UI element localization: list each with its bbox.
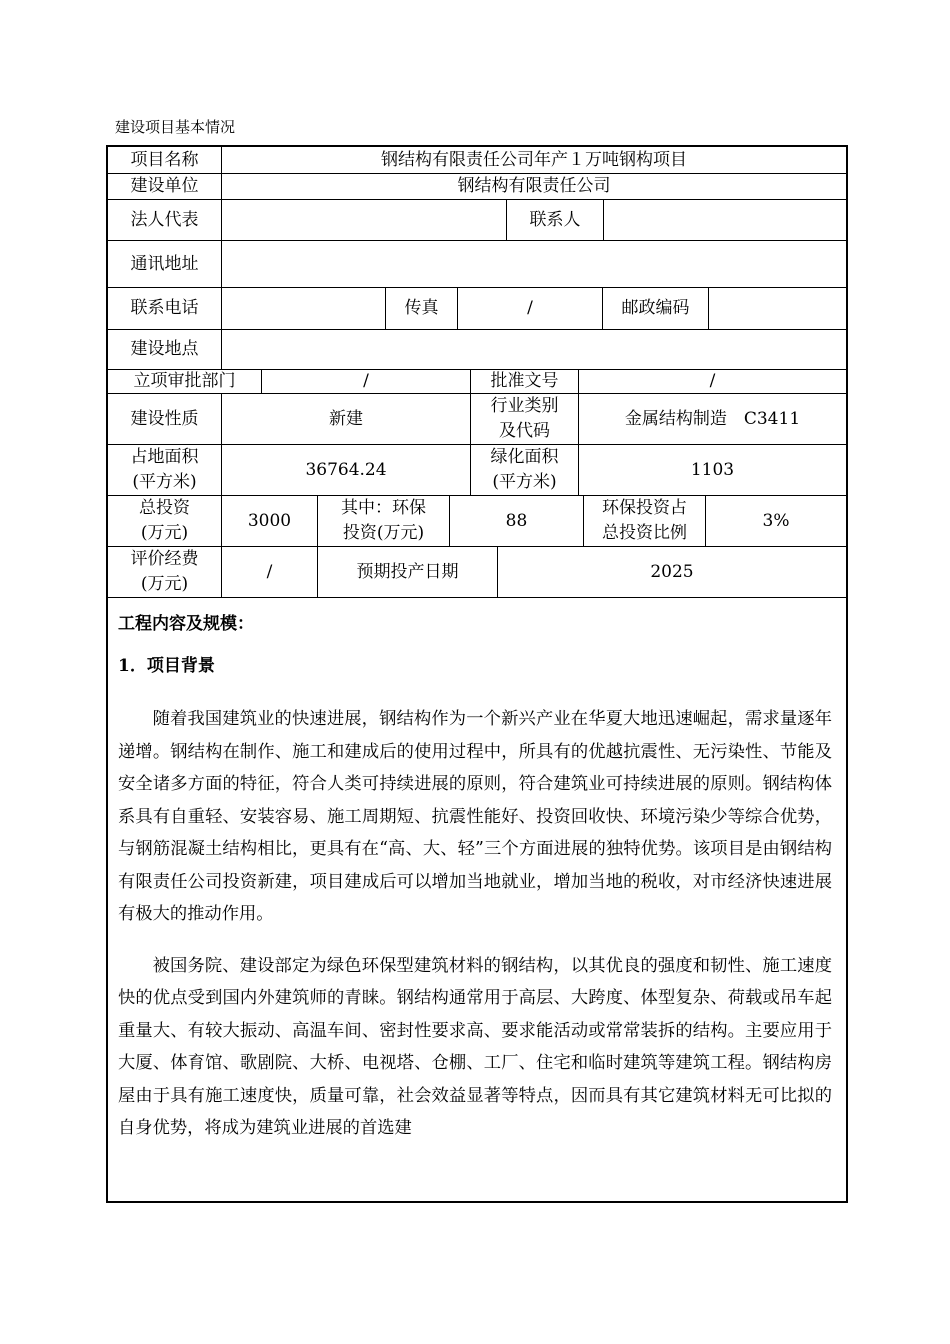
land-area-value: 36764.24 <box>222 445 471 496</box>
form-caption: 建设项目基本情况 <box>115 118 236 136</box>
address-value <box>222 241 846 288</box>
env-ratio-label-line1: 环保投资占 <box>602 498 687 518</box>
section-heading: 工程内容及规模： <box>118 614 254 634</box>
industry-value: 金属结构制造 C3411 <box>579 394 846 445</box>
approval-dept-value: / <box>262 370 471 394</box>
site-label: 建设地点 <box>108 330 222 370</box>
builder-value: 钢结构有限责任公司 <box>222 174 846 200</box>
builder-label: 建设单位 <box>108 174 222 200</box>
legal-rep-value <box>222 200 507 241</box>
contact-value <box>604 200 846 241</box>
paragraph-background: 随着我国建筑业的快速进展，钢结构作为一个新兴产业在华夏大地迅速崛起，需求量逐年递增。钢结构在制作、施工和建成后的使用过程中，所具有的优越抗震性、无污染性、节能及安全诸多方面的特征，符合人类可持续进展的原则，符合建筑业可持续进展的原则。钢结构体系具有自重轻、安装容易、施工周期短、抗震性能好、投资回收快、环境污染少等综合优势，与钢筋混凝土结构相比，更具有在“高、大、轻”三个方面进展的独特优势。该项目是由钢结构有限责任公司投资新建，项目建成后可以增加当地就业，增加当地的税收，对市经济快速进展有极大的推动作用。 <box>118 709 832 924</box>
env-invest-value: 88 <box>450 496 584 547</box>
env-invest-label-line2: 投资(万元) <box>342 523 425 543</box>
env-ratio-value: 3% <box>706 496 846 547</box>
env-invest-label-line1: 其中：环保 <box>341 498 426 518</box>
project-name-label: 项目名称 <box>108 147 222 174</box>
eval-fee-label <box>108 547 222 598</box>
address-label: 通讯地址 <box>108 241 222 288</box>
industry-label <box>471 394 579 445</box>
industry-label-line2: 及代码 <box>499 421 550 441</box>
investment-label-line1: 总投资 <box>139 498 190 518</box>
env-invest-label <box>318 496 450 547</box>
project-content-section <box>108 599 846 1145</box>
green-area-value: 1103 <box>579 445 846 496</box>
land-area-label-line1: 占地面积 <box>130 447 199 467</box>
operation-date-value: 2025 <box>498 547 846 598</box>
contact-label: 联系人 <box>507 200 604 241</box>
green-area-label-line1: 绿化面积 <box>490 447 559 467</box>
section-subheading: 1．项目背景 <box>118 656 215 676</box>
investment-label-line2: (万元) <box>140 523 189 543</box>
env-ratio-label-line2: 总投资比例 <box>602 523 687 543</box>
land-area-label-line2: (平方米) <box>132 472 197 492</box>
green-area-label-line2: (平方米) <box>492 472 557 492</box>
investment-value: 3000 <box>222 496 318 547</box>
industry-label-line1: 行业类别 <box>490 396 559 416</box>
env-ratio-label <box>584 496 706 547</box>
paragraph-steel-usage: 被国务院、建设部定为绿色环保型建筑材料的钢结构，以其优良的强度和韧性、施工速度快的优点受到国内外建筑师的青睐。钢结构通常用于高层、大跨度、体型复杂、荷载或吊车起重量大、有较大振动、高温车间、密封性要求高、要求能活动或常常装拆的结构。主要应用于大厦、体育馆、歌剧院、大桥、电视塔、仓棚、工厂、住宅和临时建筑等建筑工程。钢结构房屋由于具有施工速度快，质量可靠，社会效益显著等特点，因而具有其它建筑材料无可比拟的自身优势，将成为建筑业进展的首选建 <box>118 955 832 1138</box>
fax-value: / <box>458 288 603 330</box>
investment-label <box>108 496 222 547</box>
approval-dept-label: 立项审批部门 <box>108 370 262 394</box>
project-info-table <box>106 145 848 1203</box>
eval-fee-label-line2: (万元) <box>140 574 189 594</box>
eval-fee-value: / <box>222 547 318 598</box>
phone-label: 联系电话 <box>108 288 222 330</box>
land-area-label <box>108 445 222 496</box>
postcode-label: 邮政编码 <box>603 288 709 330</box>
eval-fee-label-line1: 评价经费 <box>130 549 199 569</box>
project-name-value: 钢结构有限责任公司年产１万吨钢构项目 <box>222 147 846 174</box>
approval-no-value: / <box>579 370 846 394</box>
operation-date-label: 预期投产日期 <box>318 547 498 598</box>
phone-value <box>222 288 386 330</box>
postcode-value <box>709 288 846 330</box>
nature-value: 新建 <box>222 394 471 445</box>
legal-rep-label: 法人代表 <box>108 200 222 241</box>
nature-label: 建设性质 <box>108 394 222 445</box>
site-value <box>222 330 846 370</box>
approval-no-label: 批准文号 <box>471 370 579 394</box>
fax-label: 传真 <box>386 288 458 330</box>
green-area-label <box>471 445 579 496</box>
